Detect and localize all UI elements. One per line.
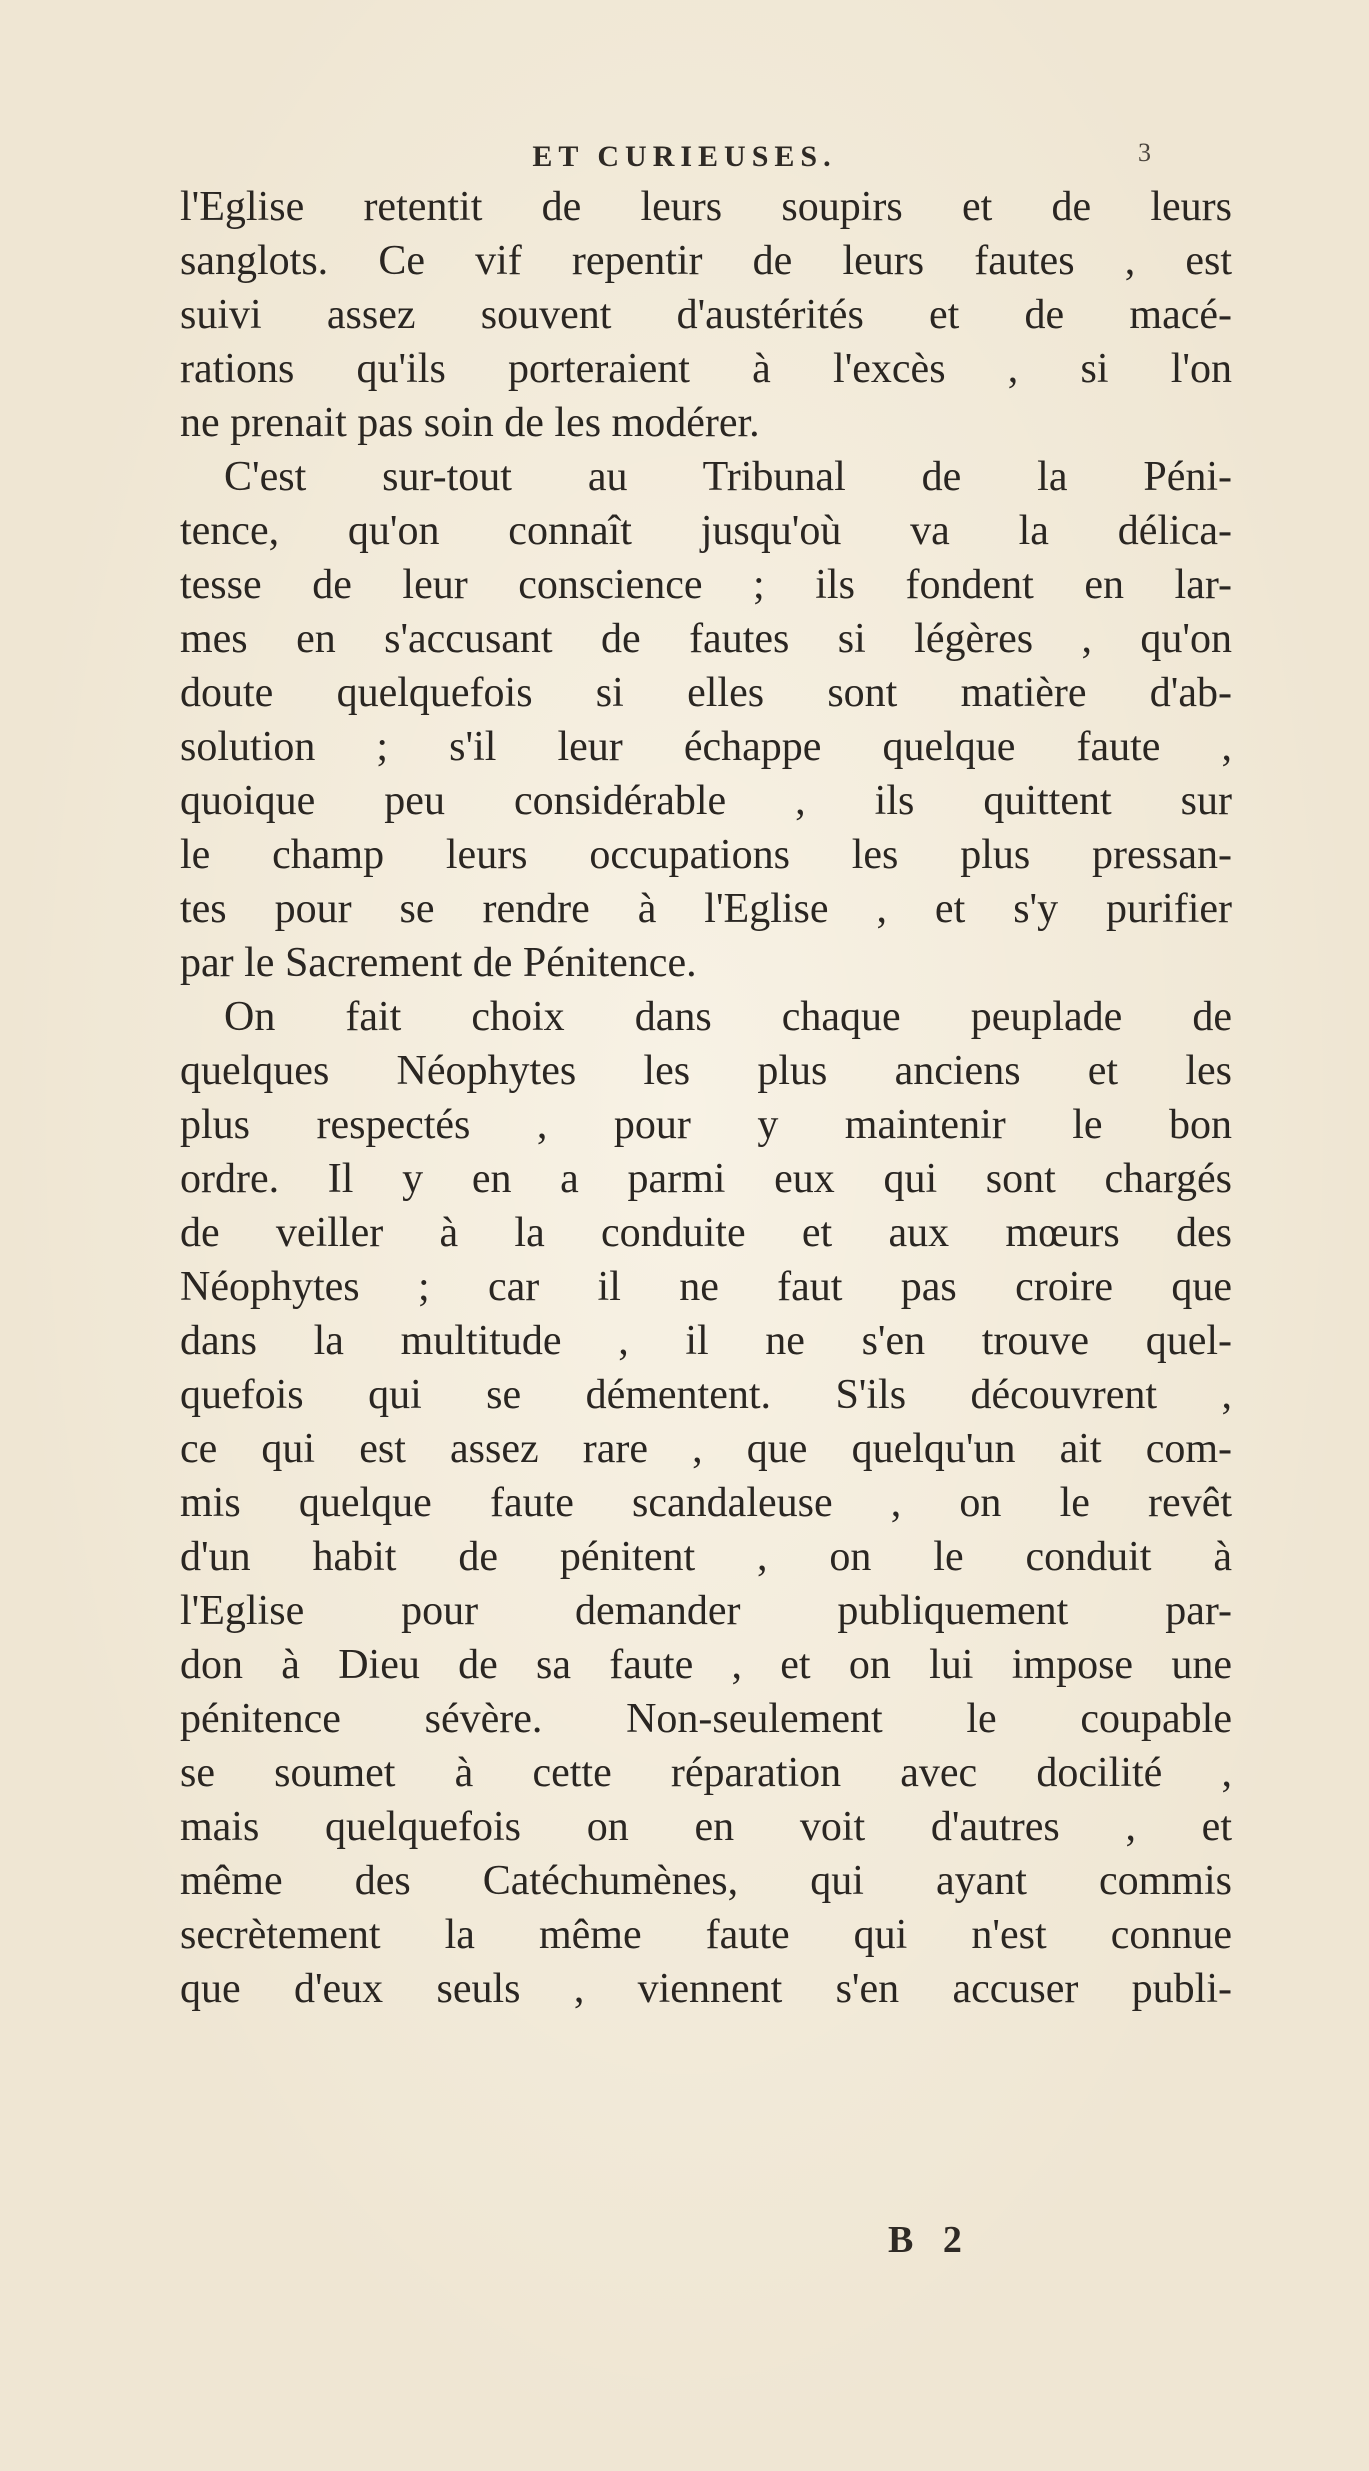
- text-line: ne prenait pas soin de les modérer.: [180, 400, 760, 446]
- text-line: mais quelquefois on en voit d'autres , et: [180, 1804, 1232, 1850]
- text-line: quelques Néophytes les plus anciens et les: [180, 1048, 1232, 1094]
- text-line: le champ leurs occupations les plus pressan-: [180, 832, 1232, 878]
- text-line: pénitence sévère. Non-seulement le coupable: [180, 1696, 1232, 1742]
- text-line: quefois qui se démentent. S'ils découvrent ,: [180, 1372, 1232, 1418]
- text-line: de veiller à la conduite et aux mœurs des: [180, 1210, 1232, 1256]
- text-line: tence, qu'on connaît jusqu'où va la délica-: [180, 508, 1232, 554]
- text-line: mes en s'accusant de fautes si légères , qu'on: [180, 616, 1232, 662]
- text-line: Néophytes ; car il ne faut pas croire que: [180, 1264, 1232, 1310]
- text-line: par le Sacrement de Pénitence.: [180, 940, 697, 986]
- text-line: d'un habit de pénitent , on le conduit à: [180, 1534, 1232, 1580]
- signature-mark: B 2: [888, 2219, 972, 2261]
- text-line: rations qu'ils porteraient à l'excès , si l'on: [180, 346, 1232, 392]
- body-text: [180, 180, 1232, 2016]
- text-line: ce qui est assez rare , que quelqu'un ait com-: [180, 1426, 1232, 1472]
- text-line: tesse de leur conscience ; ils fondent en lar-: [180, 562, 1232, 608]
- text-line: secrètement la même faute qui n'est connue: [180, 1912, 1232, 1958]
- text-line: mis quelque faute scandaleuse , on le revêt: [180, 1480, 1232, 1526]
- text-line: l'Eglise retentit de leurs soupirs et de leurs: [180, 184, 1232, 230]
- text-line: doute quelquefois si elles sont matière d'ab-: [180, 670, 1232, 716]
- text-line: dans la multitude , il ne s'en trouve quel-: [180, 1318, 1232, 1364]
- running-head: ET CURIEUSES.: [532, 140, 837, 173]
- text-line: plus respectés , pour y maintenir le bon: [180, 1102, 1232, 1148]
- text-line: l'Eglise pour demander publiquement par-: [180, 1588, 1232, 1634]
- page-mark: 3: [1138, 138, 1151, 167]
- text-line: don à Dieu de sa faute , et on lui impose une: [180, 1642, 1232, 1688]
- text-line: même des Catéchumènes, qui ayant commis: [180, 1858, 1232, 1904]
- text-line: tes pour se rendre à l'Eglise , et s'y purifier: [180, 886, 1232, 932]
- text-line: C'est sur-tout au Tribunal de la Péni-: [224, 454, 1232, 500]
- text-line: se soumet à cette réparation avec docilité ,: [180, 1750, 1232, 1796]
- text-line: sanglots. Ce vif repentir de leurs fautes , est: [180, 238, 1232, 284]
- text-line: quoique peu considérable , ils quittent sur: [180, 778, 1232, 824]
- text-line: suivi assez souvent d'austérités et de macé-: [180, 292, 1232, 338]
- text-line: solution ; s'il leur échappe quelque faute ,: [180, 724, 1232, 770]
- text-line: On fait choix dans chaque peuplade de: [224, 994, 1232, 1040]
- text-line: que d'eux seuls , viennent s'en accuser publi-: [180, 1966, 1232, 2012]
- text-line: ordre. Il y en a parmi eux qui sont chargés: [180, 1156, 1232, 1202]
